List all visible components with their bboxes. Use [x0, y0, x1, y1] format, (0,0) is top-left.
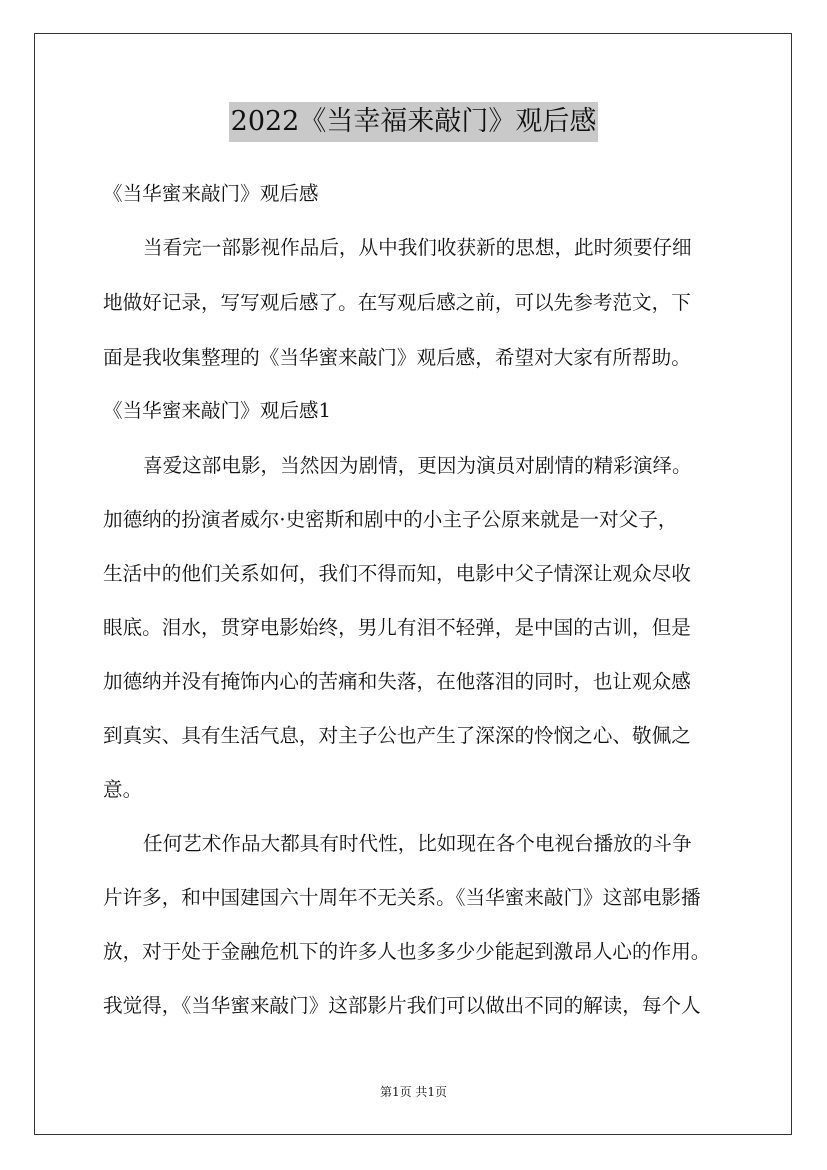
page-footer: 第1页 共1页: [379, 1085, 448, 1099]
paragraph-line: 喜爱这部电影，当然因为剧情，更因为演员对剧情的精彩演绎。: [143, 454, 692, 477]
paragraph-line: 意。: [103, 778, 143, 801]
paragraph-line: 生活中的他们关系如何，我们不得而知，电影中父子情深让观众尽收: [103, 562, 691, 585]
paragraph-line: 当看完一部影视作品后，从中我们收获新的思想，此时须要仔细: [143, 236, 692, 259]
paragraph-line: 任何艺术作品大都具有时代性，比如现在各个电视台播放的斗争: [143, 832, 692, 855]
paragraph-line: 我觉得，《当华蜜来敲门》这部影片我们可以做出不同的解读，每个人: [103, 994, 701, 1017]
paragraph-line: 地做好记录，写写观后感了。在写观后感之前，可以先参考范文，下: [103, 291, 691, 314]
title-container: [0, 102, 827, 142]
paragraph-line: 眼底。泪水，贯穿电影始终，男儿有泪不轻弹，是中国的古训，但是: [103, 616, 691, 639]
paragraph-line: 放，对于处于金融危机下的许多人也多多少少能起到激昂人心的作用。: [103, 940, 711, 963]
subtitle: 《当华蜜来敲门》观后感: [103, 182, 319, 205]
paragraph-line: 加德纳并没有掩饰内心的苦痛和失落，在他落泪的同时，也让观众感: [103, 670, 691, 693]
paragraph-line: 加德纳的扮演者威尔·史密斯和剧中的小主子公原来就是一对父子，: [103, 508, 678, 531]
paragraph-line: 面是我收集整理的《当华蜜来敲门》观后感，希望对大家有所帮助。: [103, 346, 691, 369]
document-title: 2022《当幸福来敲门》观后感: [229, 102, 599, 142]
section-heading: 《当华蜜来敲门》观后感1: [103, 399, 331, 422]
paragraph-line: 到真实、具有生活气息，对主子公也产生了深深的怜悯之心、敬佩之: [103, 724, 691, 747]
paragraph-line: 片许多，和中国建国六十周年不无关系。《当华蜜来敲门》这部电影播: [103, 886, 701, 909]
